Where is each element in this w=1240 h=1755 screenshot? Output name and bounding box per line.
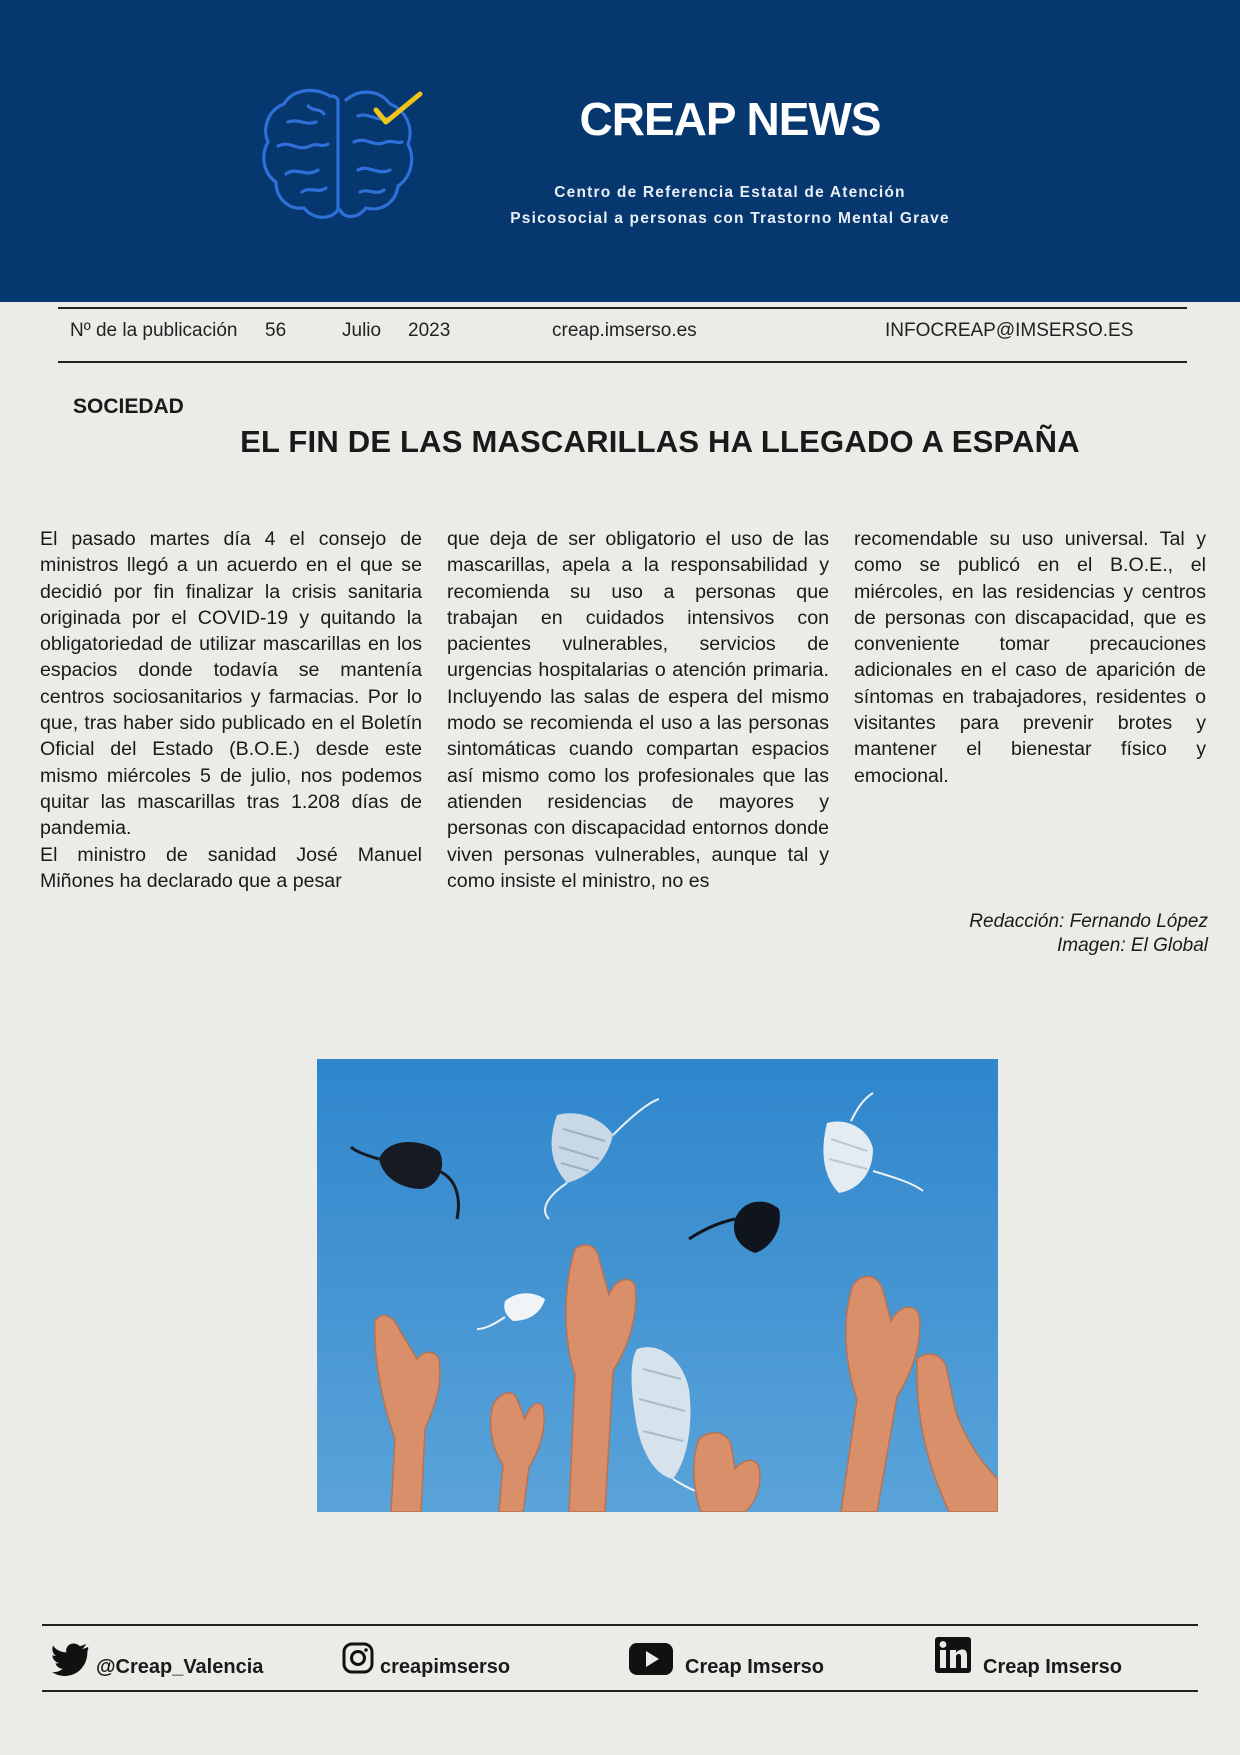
- article-column-1: [40, 526, 422, 894]
- article-column-2: [447, 526, 829, 894]
- image-credit: Imagen: El Global: [1056, 935, 1208, 956]
- issue-year: 2023: [408, 320, 451, 341]
- linkedin-link[interactable]: [934, 1642, 1154, 1682]
- subtitle-line-2: Psicosocial a personas con Trastorno Mental Grave: [510, 210, 950, 227]
- issue-month: Julio: [342, 320, 382, 341]
- article-credits: [969, 910, 1208, 958]
- hands-throwing-face-masks-photo: [317, 1059, 998, 1512]
- article-paragraph: que deja de ser obligatorio el uso de las mascarillas, apela a la responsabilidad y recomienda su uso a personas que trabajan en cuidados intensivos con pacientes vulnerables, servicios de urgencias hospitalarias o atención primaria. Incluyendo las salas de espera del mismo modo se recomienda el uso a las personas sintomáticas cuando compartan espacios así mismo como los profesionales que las atienden residencias de mayores y personas con discapacidad entornos donde viven personas vulnerables, aunque tal y como insiste el ministro, no es: [447, 528, 829, 892]
- article-paragraph: El ministro de sanidad José Manuel Miñones ha declarado que a pesar: [40, 843, 422, 892]
- instagram-handle: creapimserso: [380, 1656, 511, 1678]
- social-links-bar: [0, 1622, 1240, 1692]
- footer-bottom-rule: [42, 1690, 1198, 1692]
- top-rule: [58, 307, 1187, 309]
- linkedin-icon: [934, 1636, 972, 1674]
- website-link[interactable]: creap.imserso.es: [552, 320, 697, 341]
- brain-checkmark-icon: [258, 82, 428, 232]
- newsletter-subtitle: [440, 180, 1020, 232]
- youtube-link[interactable]: [628, 1642, 848, 1682]
- twitter-link[interactable]: [52, 1642, 292, 1682]
- issue-label: Nº de la publicación: [70, 320, 238, 341]
- article-headline: EL FIN DE LAS MASCARILLAS HA LLEGADO A ESPAÑA: [240, 424, 1080, 459]
- twitter-icon: [52, 1642, 90, 1676]
- subtitle-line-1: Centro de Referencia Estatal de Atención: [554, 184, 906, 201]
- newsletter-title: CREAP NEWS: [579, 93, 881, 145]
- author-credit: Redacción: Fernando López: [969, 911, 1208, 932]
- issue-number: 56: [265, 320, 287, 341]
- linkedin-page: Creap Imserso: [983, 1656, 1122, 1678]
- youtube-icon: [628, 1642, 674, 1676]
- youtube-channel: Creap Imserso: [685, 1656, 824, 1678]
- publication-info-bar: [0, 320, 1240, 350]
- article-paragraph: El pasado martes día 4 el consejo de ministros llegó a un acuerdo en el que se decidió por fin finalizar la crisis sanitaria originada por el COVID-19 y quitando la obligatoriedad de utilizar mascarillas en los espacios donde todavía se mantenía centros sociosanitarios y farmacias. Por lo que, tras haber sido publicado en el Boletín Oficial del Estado (B.O.E.) desde este mismo miércoles 5 de julio, nos podemos quitar las mascarillas tras 1.208 días de pandemia.: [40, 528, 422, 840]
- article-column-3: [854, 526, 1206, 789]
- header-banner: [0, 0, 1240, 302]
- info-bottom-rule: [58, 361, 1187, 363]
- instagram-icon: [342, 1642, 374, 1674]
- instagram-link[interactable]: [342, 1642, 542, 1682]
- article-paragraph: recomendable su uso universal. Tal y como se publicó en el B.O.E., el miércoles, en las residencias y centros de personas con discapacidad, que es conveniente tomar precauciones adicionales en el caso de aparición de síntomas en trabajadores, residentes o visitantes para prevenir brotes y mantener el bienestar físico y emocional.: [854, 528, 1206, 787]
- twitter-handle: @Creap_Valencia: [96, 1656, 264, 1678]
- email-link[interactable]: INFOCREAP@IMSERSO.ES: [885, 320, 1134, 341]
- section-label: SOCIEDAD: [73, 395, 184, 418]
